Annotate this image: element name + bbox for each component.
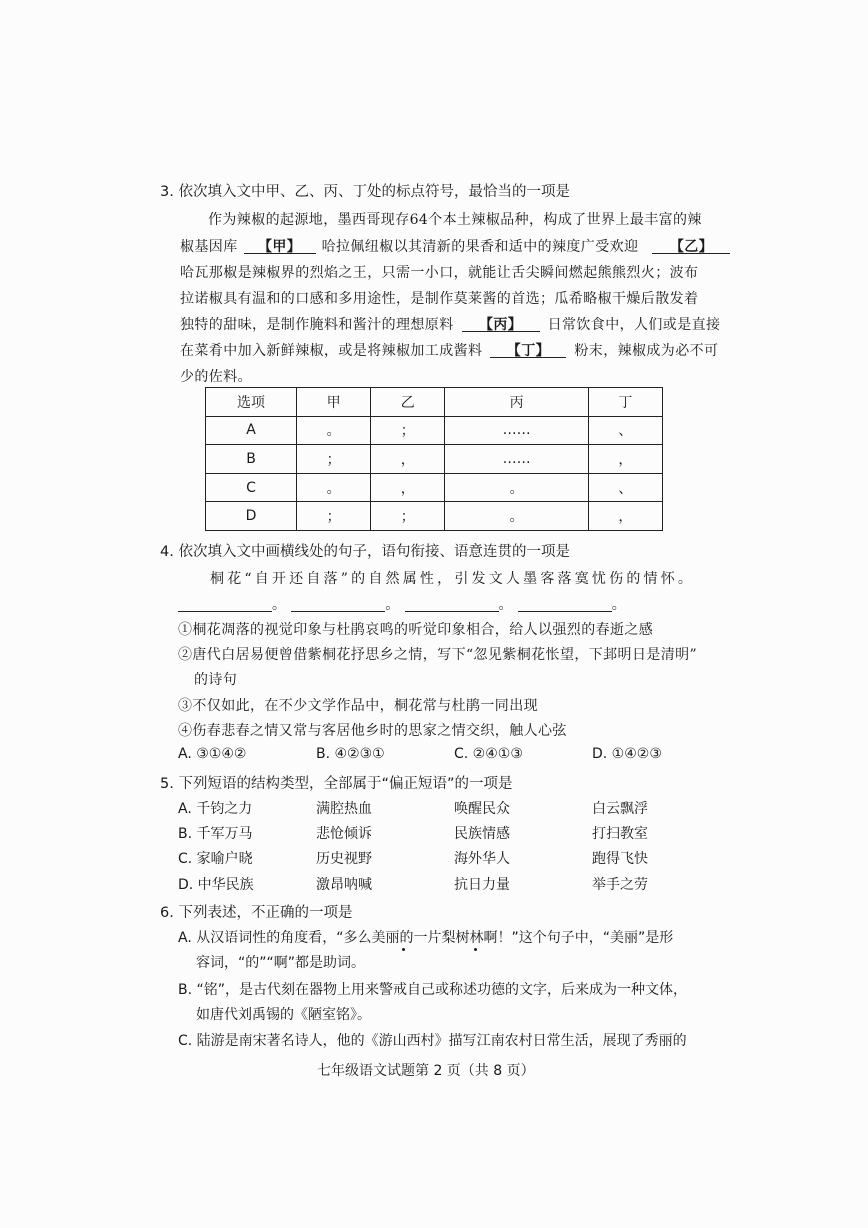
- page-footer: 七年级语文试题第 2 页（共 8 页）: [317, 1063, 535, 1079]
- table-cell: 。: [445, 473, 588, 502]
- q3-line: 哈瓦那椒是辣椒界的烈焰之王，只需一小口，就能让舌尖瞬间燃起熊熊烈火；波布: [180, 265, 699, 281]
- table-header: 乙: [371, 388, 445, 417]
- q5-phrase: D. 中华民族: [178, 877, 254, 893]
- q3-line: 作为辣椒的起源地，墨西哥现存64个本土辣椒品种，构成了世界上最丰富的辣: [208, 212, 702, 228]
- blank-1: [178, 594, 272, 612]
- q3-text: 椒基因库: [180, 239, 238, 255]
- q4-sentence: ③不仅如此，在不少文学作品中，桐花常与杜鹃一同出现: [178, 698, 538, 714]
- table-row: [206, 445, 663, 474]
- blank-2: [291, 594, 385, 612]
- blank-jia: 【甲】: [244, 236, 316, 254]
- table-cell: C: [206, 473, 297, 502]
- q4-sep: 。: [272, 597, 287, 613]
- q3-text: 粉末，辣椒成为必不可: [574, 343, 719, 359]
- q3-line: 拉诺椒具有温和的口感和多用途性，是制作莫莱酱的首选；瓜希略椒干燥后散发着: [180, 291, 699, 307]
- q3-text: 独特的甜味，是制作腌料和酱汁的理想原料: [180, 317, 454, 333]
- q4-option-d: D. ①④②③: [592, 746, 662, 762]
- table-cell: 、: [588, 416, 662, 445]
- table-cell: 。: [445, 502, 588, 531]
- q5-phrase: 打扫教室: [592, 826, 648, 842]
- table-header: 丁: [588, 388, 662, 417]
- table-header: 丙: [445, 388, 588, 417]
- q3-line: [180, 340, 718, 360]
- q4-option-b: B. ④②③①: [316, 746, 385, 762]
- q6-option-b: B. “铭”，是古代刻在器物上用来警戒自己或称述功德的文字，后来成为一种文体，: [178, 982, 688, 998]
- q4-option-c: C. ②④①③: [454, 746, 523, 762]
- table-cell: ……: [445, 445, 588, 474]
- table-cell: ，: [371, 445, 445, 474]
- table-row: [206, 502, 663, 531]
- table-cell: ；: [371, 416, 445, 445]
- blank-bing: 【丙】: [462, 314, 540, 332]
- q4-sep: 。: [385, 597, 400, 613]
- q5-phrase: B. 千军万马: [178, 826, 253, 842]
- q5-phrase: 满腔热血: [316, 801, 372, 817]
- q4-sep: 。: [498, 597, 513, 613]
- q3-text: 日常饮食中，人们或是直接: [547, 317, 721, 333]
- q5-phrase: 举手之劳: [592, 877, 648, 893]
- table-cell: ；: [297, 445, 371, 474]
- table-header: 甲: [297, 388, 371, 417]
- table-cell: 、: [588, 473, 662, 502]
- table-header: 选项: [206, 388, 297, 417]
- q4-blanks: [178, 594, 626, 614]
- q3-text: 哈拉佩纽椒以其清新的果香和适中的辣度广受欢迎: [321, 239, 639, 255]
- q5-header: 5. 下列短语的结构类型，全部属于“偏正短语”的一项是: [160, 776, 513, 792]
- table-cell: ，: [371, 473, 445, 502]
- q6-option-a-cont: 容词，“的”“啊”都是助词。: [196, 955, 366, 971]
- table-cell: ……: [445, 416, 588, 445]
- q3-line: 少的佐料。: [180, 369, 252, 385]
- q6-option-b-cont: 如唐代刘禹锡的《陋室铭》。: [196, 1007, 371, 1023]
- emphasis-dot: [402, 948, 405, 951]
- q3-header: 3. 依次填入文中甲、乙、丙、丁处的标点符号，最恰当的一项是: [160, 184, 570, 200]
- q4-line: 桐花“自开还自落”的自然属性，引发文人墨客落寞忧伤的情怀。: [210, 571, 696, 587]
- q3-text: 在菜肴中加入新鲜辣椒，或是将辣椒加工成酱料: [180, 343, 483, 359]
- q5-phrase: 抗日力量: [454, 877, 510, 893]
- q3-line: [180, 314, 720, 334]
- table-cell: ，: [588, 502, 662, 531]
- table-cell: A: [206, 416, 297, 445]
- blank-ding: 【丁】: [490, 340, 566, 358]
- q5-phrase: 白云飘浮: [592, 801, 648, 817]
- q4-sentence: ①桐花凋落的视觉印象与杜鹃哀鸣的听觉印象相合，给人以强烈的春逝之感: [178, 622, 654, 638]
- emphasis-dot: [474, 948, 477, 951]
- table-cell: ；: [297, 502, 371, 531]
- table-cell: B: [206, 445, 297, 474]
- q4-sep: 。: [611, 597, 627, 613]
- q5-phrase: C. 家喻户晓: [178, 851, 253, 867]
- q5-phrase: 悲怆倾诉: [316, 826, 372, 842]
- blank-4: [518, 594, 612, 612]
- table-row: [206, 473, 663, 502]
- q4-option-a: A. ③①④②: [178, 746, 247, 762]
- q3-line: [180, 236, 730, 256]
- q5-phrase: 跑得飞快: [592, 851, 648, 867]
- table-cell: D: [206, 502, 297, 531]
- table-row: [206, 416, 663, 445]
- table-cell: ；: [371, 502, 445, 531]
- table-cell: ，: [588, 445, 662, 474]
- q6-header: 6. 下列表述，不正确的一项是: [160, 905, 353, 921]
- blank-yi: 【乙】: [652, 236, 730, 254]
- blank-3: [405, 594, 499, 612]
- table-cell: 。: [297, 473, 371, 502]
- q6-option-c: C. 陆游是南宋著名诗人，他的《游山西村》描写江南农村日常生活，展现了秀丽的: [178, 1033, 687, 1049]
- q4-sentence: ②唐代白居易便曾借紫桐花抒思乡之情，写下“忽见紫桐花怅望，下邽明日是清明”: [178, 647, 698, 663]
- q4-header: 4. 依次填入文中画横线处的句子，语句衔接、语意连贯的一项是: [160, 544, 570, 560]
- table-header-row: [206, 388, 663, 417]
- table-cell: 。: [297, 416, 371, 445]
- q5-phrase: 唤醒民众: [454, 801, 510, 817]
- q5-phrase: 海外华人: [454, 851, 510, 867]
- q5-phrase: A. 千钧之力: [178, 801, 253, 817]
- q6-option-a: A. 从汉语词性的角度看，“多么美丽的一片梨树林啊！”这个句子中，“美丽”是形: [178, 930, 674, 946]
- q5-phrase: 激昂呐喊: [316, 877, 372, 893]
- options-table: [205, 387, 663, 531]
- q5-phrase: 民族情感: [454, 826, 510, 842]
- q4-sentence: ④伤春悲春之情又常与客居他乡时的思家之情交织，触人心弦: [178, 723, 567, 739]
- q4-sentence: 的诗句: [194, 672, 238, 688]
- q5-phrase: 历史视野: [316, 851, 372, 867]
